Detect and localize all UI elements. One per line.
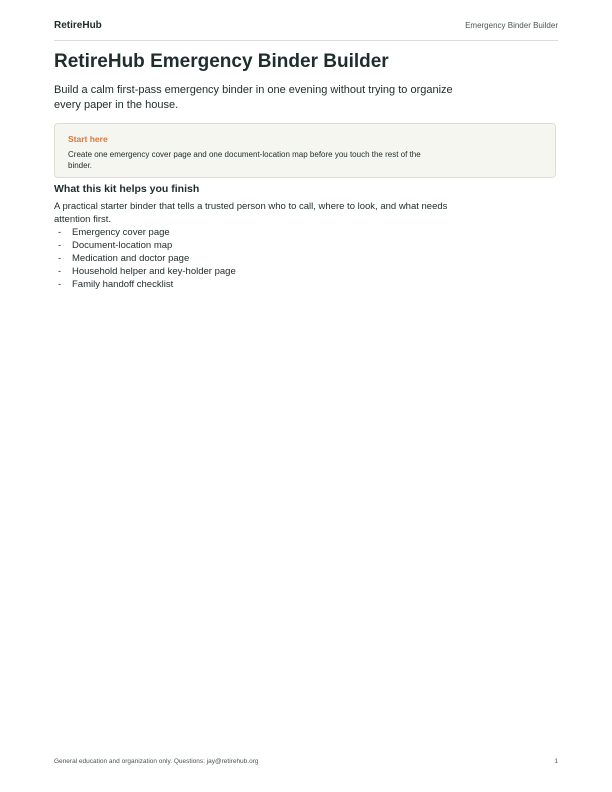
page-number: 1 xyxy=(554,758,558,765)
list-item-label: Document-location map xyxy=(72,240,173,251)
brand-name: RetireHub xyxy=(54,20,102,31)
footer-note: General education and organization only. Questions: jay@retirehub.org xyxy=(54,758,259,765)
list-item-label: Emergency cover page xyxy=(72,227,170,238)
bullet-dash: - xyxy=(58,227,62,238)
list-item-label: Household helper and key-holder page xyxy=(72,266,236,277)
list-item xyxy=(54,226,236,239)
callout-label: Start here xyxy=(68,134,108,144)
kit-items-list xyxy=(54,226,236,291)
start-here-callout xyxy=(54,123,556,178)
list-item-label: Medication and doctor page xyxy=(72,253,190,264)
list-item xyxy=(54,252,236,265)
bullet-dash: - xyxy=(58,253,62,264)
bullet-dash: - xyxy=(58,279,62,290)
bullet-dash: - xyxy=(58,240,62,251)
bullet-dash: - xyxy=(58,266,62,277)
list-item xyxy=(54,265,236,278)
page-header xyxy=(54,20,558,41)
section-intro: A practical starter binder that tells a trusted person who to call, where to look, and what needs attention first. xyxy=(54,201,448,225)
list-item xyxy=(54,278,236,291)
list-item-label: Family handoff checklist xyxy=(72,279,174,290)
header-document-title: Emergency Binder Builder xyxy=(465,21,558,30)
callout-text: Create one emergency cover page and one document-location map before you touch the rest of the binder. xyxy=(68,150,421,170)
page-title: RetireHub Emergency Binder Builder xyxy=(54,51,389,72)
list-item xyxy=(54,239,236,252)
intro-paragraph: Build a calm first-pass emergency binder in one evening without trying to organize every paper in the house. xyxy=(54,84,453,111)
section-heading: What this kit helps you finish xyxy=(54,183,200,195)
